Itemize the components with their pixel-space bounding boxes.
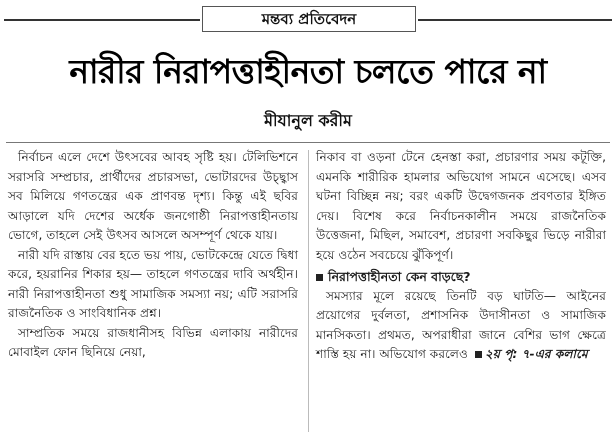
kicker-row	[0, 6, 616, 32]
paragraph: নির্বাচন এলে দেশে উৎসবের আবহ সৃষ্টি হয়। টেলিভিশনে সরাসরি সম্প্রচার, প্রার্থীদের প্রচারসভা, ভোটারদের উচ্ছ্বাস সব মিলিয়ে গণতন্ত্রের এক প্রাণবন্ত দৃশ্য। কিন্তু এই ছবির আড়ালে যদি দেশের অর্ধেক জনগোষ্ঠী নিরাপত্তাহীনতায় ভোগে, তাহলে সেই উৎসব আসলে অসম্পূর্ণ থেকে যায়।	[8, 150, 298, 242]
continuation-jump	[472, 347, 588, 361]
right-column	[316, 148, 606, 365]
section-kicker: মন্তব্য প্রতিবেদন	[202, 6, 416, 32]
square-bullet-icon	[475, 351, 482, 358]
subheading-text: নিরাপত্তাহীনতা কেন বাড়ছে?	[328, 269, 471, 284]
square-bullet-icon	[316, 274, 323, 281]
kicker-rule-right	[418, 19, 612, 21]
column-divider	[308, 150, 309, 432]
left-column	[8, 148, 298, 363]
kicker-rule-left	[4, 19, 200, 21]
jump-text: ২য় পৃ: ৭-এর কলামে	[484, 347, 588, 361]
paragraph: নারী যদি রাস্তায় বের হতে ভয় পায়, ভোটকেন্দ্রে যেতে দ্বিধা করে, হয়রানির শিকার হয়— তাহলে গণতন্ত্রের দাবি অর্থহীন। নারী নিরাপত্তাহীনতা শুধু সামাজিক সমস্যা নয়; এটি সরাসরি রাজনৈতিক ও সাংবিধানিক প্রশ্ন।	[8, 247, 298, 320]
subheading	[316, 267, 606, 287]
byline: মীযানুল করীম	[264, 111, 352, 130]
paragraph: সাম্প্রতিক সময়ে রাজধানীসহ বিভিন্ন এলাকায় নারীদের মোবাইল ফোন ছিনিয়ে নেয়া,	[8, 325, 298, 359]
paragraph: নিকাব বা ওড়না টেনে হেনস্তা করা, প্রচারণার সময় কটূক্তি, এমনকি শারীরিক হামলার অভিযোগ সামনে এসেছে। এসব ঘটনা বিচ্ছিন্ন নয়; বরং একটি উদ্বেগজনক প্রবণতার ইঙ্গিত দেয়। বিশেষ করে নির্বাচনকালীন সময়ে রাজনৈতিক উত্তেজনা, মিছিল, সমাবেশ, প্রচারণা সবকিছুর ভিড়ে নারীরা হয়ে ওঠেন সবচেয়ে ঝুঁকিপূর্ণ।	[316, 150, 606, 262]
paragraph-text: সমস্যার মূলে রয়েছে তিনটি বড় ঘাটতি— আইনের প্রয়োগের দুর্বলতা, প্রশাসনিক উদাসীনতা ও সামাজিক মানসিকতা। প্রথমত, অপরাধীরা জানে বেশির ভাগ ক্ষেত্রে শাস্তি হয় না। অভিযোগ করলেও	[316, 288, 606, 361]
headline: নারীর নিরাপত্তাহীনতা চলতে পারে না	[69, 52, 547, 91]
paragraph-with-jump	[316, 287, 606, 365]
header-rule	[6, 142, 610, 143]
